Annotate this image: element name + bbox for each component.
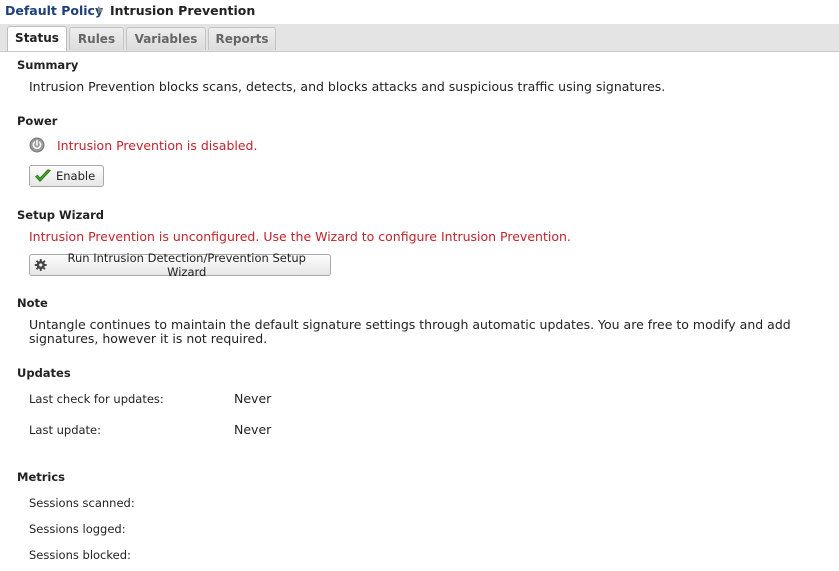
metrics-title: Metrics [17,470,66,484]
sessions-scanned-label: Sessions scanned: [29,496,135,510]
power-title: Power [17,114,58,128]
summary-text: Intrusion Prevention blocks scans, detects, and blocks attacks and suspicious traffic using signatures. [29,79,666,94]
status-panel [0,52,839,571]
sessions-blocked-label: Sessions blocked: [29,548,131,562]
breadcrumb-separator-icon [98,6,103,14]
breadcrumb [0,0,839,24]
note-text-line1: Untangle continues to maintain the default signature settings through automatic updates. You are free to modify and add [29,317,791,332]
tab-variables[interactable]: Variables [126,27,206,50]
summary-title: Summary [17,58,79,72]
breadcrumb-current: Intrusion Prevention [110,3,256,18]
sessions-logged-label: Sessions logged: [29,522,126,536]
last-update-label: Last update: [29,423,102,437]
note-text-line2: signatures, however it is not required. [29,331,268,346]
last-check-label: Last check for updates: [29,392,164,406]
enable-button-label: Enable [56,169,96,183]
last-update-value: Never [234,422,272,437]
updates-title: Updates [17,366,71,380]
setup-wizard-title: Setup Wizard [17,208,104,222]
tab-reports[interactable]: Reports [208,27,276,50]
enable-button[interactable] [29,165,104,187]
note-title: Note [17,296,48,310]
tab-status[interactable]: Status [7,26,67,51]
power-status-text: Intrusion Prevention is disabled. [57,138,258,153]
tab-bar [0,24,839,52]
tab-rules[interactable]: Rules [69,27,124,50]
checkmark-icon [34,168,52,184]
breadcrumb-default-policy-link[interactable]: Default Policy [5,3,104,18]
last-check-value: Never [234,391,272,406]
power-icon [29,137,45,153]
run-setup-wizard-button[interactable] [29,251,331,279]
gear-icon [34,258,47,272]
run-setup-wizard-label: Run Intrusion Detection/Prevention Setup Wizard [67,251,306,279]
wizard-status-text: Intrusion Prevention is unconfigured. Use the Wizard to configure Intrusion Prevention. [29,229,571,244]
